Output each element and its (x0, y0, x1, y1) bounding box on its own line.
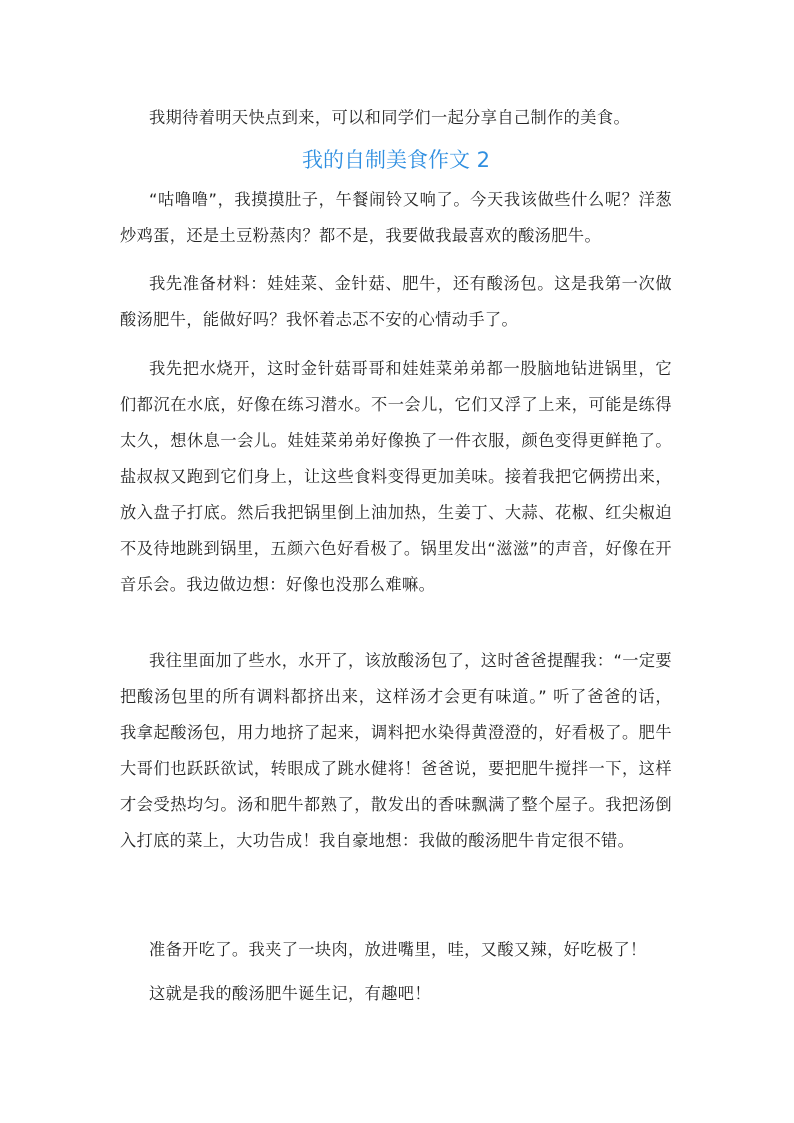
paragraph-3: 我先把水烧开，这时金针菇哥哥和娃娃菜弟弟都一股脑地钻进锅里，它们都沉在水底，好像在练习潜水。不一会儿，它们又浮了上来，可能是练得太久，想休息一会儿。娃娃菜弟弟好像换了一件衣服，颜色变得更鲜艳了。盐叔叔又跑到它们身上，让这些食料变得更加美味。接着我把它俩捞出来，放入盘子打底。然后我把锅里倒上油加热，生姜丁、大蒜、花椒、红尖椒迫不及待地跳到锅里，五颜六色好看极了。锅里发出“滋滋”的声音，好像在开音乐会。我边做边想：好像也没那么难嘛。 (120, 359, 672, 594)
intro-paragraph: 我期待着明天快点到来，可以和同学们一起分享自己制作的美食。 (149, 108, 631, 127)
paragraph-5: 准备开吃了。我夹了一块肉，放进嘴里，哇，又酸又辣，好吃极了！ (149, 940, 647, 959)
paragraph-1: “咕噜噜”，我摸摸肚子，午餐闹铃又响了。今天我该做些什么呢？洋葱炒鸡蛋，还是土豆粉蒸肉？都不是，我要做我最喜欢的酸汤肥牛。 (120, 190, 672, 245)
paragraph-4: 我往里面加了些水，水开了，该放酸汤包了，这时爸爸提醒我：“一定要把酸汤包里的所有调料都挤出来，这样汤才会更有味道。” 听了爸爸的话，我拿起酸汤包，用力地挤了起来，调料把水染得黄澄澄的，好看极了。肥牛大哥们也跃跃欲试，转眼成了跳水健将！爸爸说，要把肥牛搅拌一下，这样才会受热均匀。汤和肥牛都熟了，散发出的香味飘满了整个屋子。我把汤倒入打底的菜上，大功告成！我自豪地想：我做的酸汤肥牛肯定很不错。 (120, 651, 672, 850)
essay-title: 我的自制美食作文 2 (301, 148, 491, 172)
paragraph-2: 我先准备材料：娃娃菜、金针菇、肥牛，还有酸汤包。这是我第一次做酸汤肥牛，能做好吗？我怀着忐忑不安的心情动手了。 (120, 274, 672, 329)
paragraph-6: 这就是我的酸汤肥牛诞生记，有趣吧！ (149, 984, 431, 1003)
